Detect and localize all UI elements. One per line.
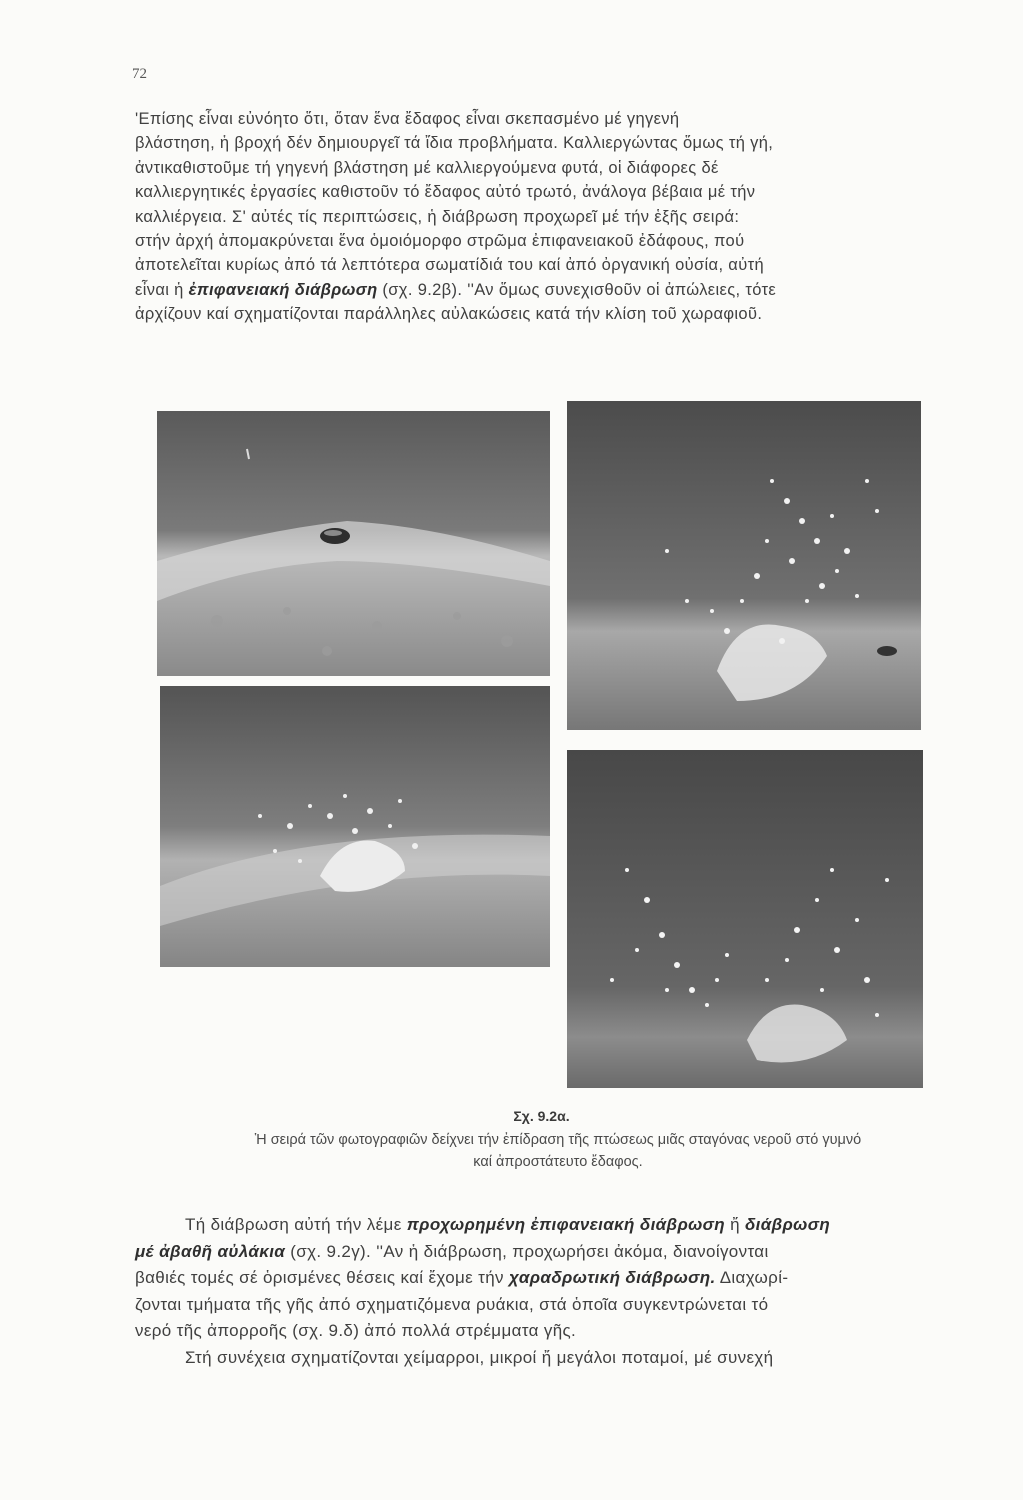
text-line: [135, 1239, 977, 1266]
photo-splash-droplets: [567, 750, 923, 1088]
emphasized-term: προχωρημένη ἐπιφανειακή διάβρωση: [406, 1215, 725, 1234]
photo-crown-splash: [567, 401, 921, 730]
page-number: 72: [132, 66, 147, 82]
text-line: [135, 278, 963, 302]
text-line: νερό τῆς ἀπορροῆς (σχ. 9.δ) ἀπό πολλά στρέμματα γῆς.: [135, 1321, 577, 1340]
text-line: στήν ἀρχή ἀπομακρύνεται ἕνα ὁμοιόμορφο στρῶμα ἐπιφανειακοῦ ἐδάφους, πού: [135, 232, 745, 251]
text-line: [135, 1265, 977, 1292]
emphasized-term: μέ ἀβαθῆ αὐλάκια: [135, 1241, 286, 1261]
text-run: Τή διάβρωση αὐτή τήν λέμε: [185, 1215, 407, 1234]
paragraph-erosion-types: [135, 1212, 977, 1371]
emphasized-term: διάβρωση: [744, 1215, 831, 1234]
text-line: [135, 1212, 977, 1239]
text-line: ἀντικαθιστοῦμε τή γηγενή βλάστηση μέ καλλιεργούμενα φυτά, οἱ διάφορες δέ: [135, 158, 719, 177]
text-run: βαθιές τομές σέ ὁρισμένες θέσεις καί ἔχομε τήν: [135, 1268, 509, 1287]
text-line: Στή συνέχεια σχηματίζονται χείμαρροι, μικροί ἤ μεγάλοι ποταμοί, μέ συνεχή: [185, 1347, 774, 1367]
emphasized-term: ἐπιφανειακή διάβρωση: [188, 280, 378, 299]
text-run: (σχ. 9.2β). ''Αν ὅμως συνεχισθοῦν οἱ ἀπώλειες, τότε: [377, 280, 777, 299]
text-line: καλλιέργεια. Σ' αὐτές τίς περιπτώσεις, ἡ διάβρωση προχωρεῖ μέ τήν ἑξῆς σειρά:: [135, 207, 740, 226]
text-run: (σχ. 9.2γ). ''Αν ἡ διάβρωση, προχωρήσει ἀκόμα, διανοίγονται: [285, 1241, 769, 1261]
paragraph-intro: [135, 107, 963, 327]
figure-caption: [140, 1129, 976, 1173]
text-line: βλάστηση, ἡ βροχή δέν δημιουργεῖ τά ἴδια προβλήματα. Καλλιεργώντας ὅμως τή γή,: [135, 134, 774, 153]
text-run: ἤ: [725, 1215, 745, 1234]
caption-line: Ἡ σειρά τῶν φωτογραφιῶν δείχνει τήν ἐπίδραση τῆς πτώσεως μιᾶς σταγόνας νεροῦ στό γυμνό: [254, 1132, 862, 1148]
text-line: ἀποτελεῖται κυρίως ἀπό τά λεπτότερα σωματίδιά του καί ἀπό ὀργανική οὐσία, αὐτή: [135, 256, 764, 275]
photo-splash-rising: [160, 686, 550, 967]
photo-drop-falling: [157, 411, 550, 676]
text-line: ζονται τμήματα τῆς γῆς ἀπό σχηματιζόμενα ρυάκια, στά ὁποῖα συγκεντρώνεται τό: [135, 1294, 769, 1314]
text-line: καλλιεργητικές ἐργασίες καθιστοῦν τό ἔδαφος αὐτό τρωτό, ἀνάλογα βέβαια μέ τήν: [135, 183, 756, 202]
figure-label: Σχ. 9.2α.: [513, 1108, 570, 1124]
text-line: 'Επίσης εἶναι εὐνόητο ὅτι, ὅταν ἕνα ἔδαφος εἶναι σκεπασμένο μέ γηγενή: [135, 110, 680, 128]
caption-line: καί ἀπροστάτευτο ἔδαφος.: [473, 1154, 643, 1170]
emphasized-term: χαραδρωτική διάβρωση.: [508, 1268, 716, 1287]
text-line: ἀρχίζουν καί σχηματίζονται παράλληλες αὐλακώσεις κατά τήν κλίση τοῦ χωραφιοῦ.: [135, 305, 763, 324]
text-run: εἶναι ἡ: [135, 280, 189, 299]
text-run: Διαχωρί-: [715, 1268, 789, 1287]
